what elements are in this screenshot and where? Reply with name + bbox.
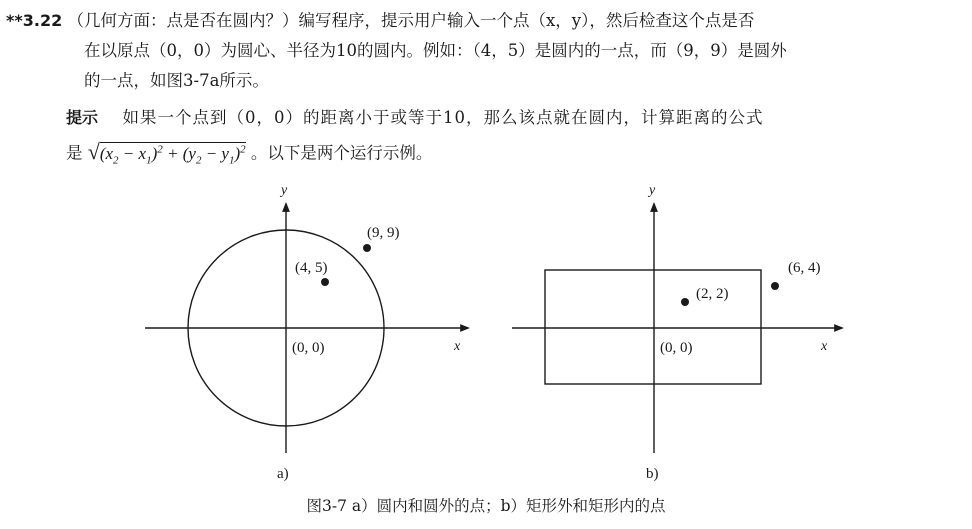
problem-text-2: 在以原点（0，0）为圆心、半径为10的圆内。例如：（4，5）是圆内的一点，而（9，9）是圆外: [84, 41, 787, 60]
point-label-2-2: (2, 2): [696, 286, 729, 302]
point-2-2: [681, 298, 689, 306]
origin-label: (0, 0): [292, 340, 325, 356]
figure-caption: 图3-7 a）圆内和圆外的点；b）矩形外和矩形内的点: [306, 497, 666, 515]
problem-number: **3.22: [6, 11, 63, 30]
distance-formula: $√(x_2 - x_1)^2 + (y_2 - y_1)^2$: [87, 138, 246, 167]
sub-label-b: b): [646, 466, 659, 482]
point-label-9-9: (9, 9): [367, 225, 400, 241]
x-axis-label: x: [821, 339, 828, 354]
y-axis-label: y: [281, 183, 288, 198]
hint-label: 提示: [66, 108, 99, 127]
y-axis-label: y: [649, 183, 656, 198]
hint-text-2-prefix: 是: [66, 143, 83, 163]
problem-text-3: 的一点，如图3-7a所示。: [84, 71, 269, 90]
hint-text-1: 如果一个点到（0，0）的距离小于或等于10，那么该点就在圆内，计算距离的公式: [122, 108, 764, 127]
rectangle: [545, 270, 761, 384]
point-6-4: [771, 282, 779, 290]
x-axis-label: x: [454, 339, 461, 354]
origin-label: (0, 0): [660, 340, 693, 356]
point-label-6-4: (6, 4): [788, 260, 821, 276]
hint-text-2-suffix: 。以下是两个运行示例。: [250, 143, 433, 163]
problem-text-1: （几何方面：点是否在圆内？）编写程序，提示用户输入一个点（x，y），然后检查这个点是否: [67, 11, 755, 30]
sub-label-a: a): [277, 466, 289, 482]
point-label-4-5: (4, 5): [295, 260, 328, 276]
